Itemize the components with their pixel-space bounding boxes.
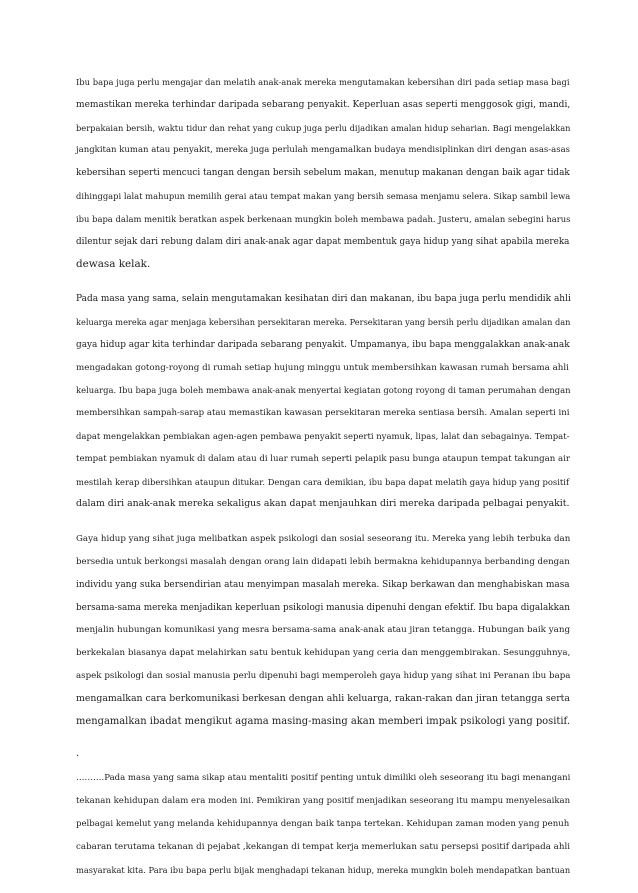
text-line: Pada masa yang sama, selain mengutamakan kesihatan diri dan makanan, ibu bapa juga perlu mendidik ahli (76, 294, 571, 305)
text-line: ibu bapa dalam menitik beratkan aspek berkenaan mungkin boleh membawa padah. Justeru, amalan sebegini harus (76, 213, 571, 224)
text-line: ……….Pada masa yang sama sikap atau mentaliti positif penting untuk dimiliki oleh seseorang itu bagi menangani (76, 773, 571, 784)
text-line: mengamalkan cara berkomunikasi berkesan dengan ahli keluarga, rakan-rakan dan jiran tetangga serta (76, 692, 570, 704)
text-line: mengamalkan ibadat mengikut agama masing-masing akan memberi impak psikologi yang positif. (76, 715, 570, 727)
text-line: kebersihan seperti mencuci tangan dengan bersih sebelum makan, menutup makanan dengan baik agar tidak (76, 168, 570, 179)
paragraph (76, 528, 570, 733)
paragraph (76, 288, 570, 516)
text-line: dalam diri anak-anak mereka sekaligus akan dapat menjauhkan diri mereka daripada pelbagai penyakit. (76, 498, 570, 510)
text-line: . (76, 747, 80, 760)
paragraph (76, 71, 570, 276)
text-line: keluarga. Ibu bapa juga boleh membawa anak-anak menyertai kegiatan gotong royong di taman perumahan dengan (76, 385, 571, 396)
text-line: tempat pembiakan nyamuk di dalam atau di luar rumah seperti pelapik pasu bunga ataupun tempat takungan air (76, 453, 570, 464)
text-line: cabaran terutama tekanan di pejabat ,kekangan di tempat kerja memerlukan satu persepsi positif daripada ahli (76, 841, 571, 852)
text-line: individu yang suka bersendirian atau menyimpan masalah mereka. Sikap berkawan dan menghabiskan masa (76, 579, 570, 590)
paragraph (76, 745, 570, 761)
text-line: Ibu bapa juga perlu mengajar dan melatih anak-anak mereka mengutamakan kebersihan diri pada setiap masa bagi (76, 77, 570, 87)
text-line: tekanan kehidupan dalam era moden ini. Pemikiran yang positif menjadikan seseorang itu mampu menyelesaikan (76, 796, 571, 807)
text-line: mestilah kerap dibersihkan ataupun ditukar. Dengan cara demikian, ibu bapa dapat melatih gaya hidup yang positif (76, 476, 570, 487)
text-line: keluarga mereka agar menjaga kebersihan persekitaran mereka. Persekitaran yang bersih perlu dijadikan amalan dan (76, 316, 571, 327)
text-line: bersama-sama mereka menjadikan keperluan psikologi manusia dipenuhi dengan efektif. Ibu bapa digalakkan (76, 602, 570, 613)
document-body (76, 71, 570, 893)
text-line: dihinggapi lalat mahupun memilih gerai atau tempat makan yang bersih semasa menjamu selera. Sikap sambil lewa (76, 190, 571, 201)
text-line: mengadakan gotong-royong di rumah setiap hujung minggu untuk membersihkan kawasan rumah bersama ahli (76, 362, 569, 373)
text-line: aspek psikologi dan sosial manusia perlu dipenuhi bagi memperoleh gaya hidup yang sihat ini Peranan ibu bapa (76, 670, 571, 681)
text-line: berkekalan biasanya dapat melahirkan satu bentuk kehidupan yang ceria dan menggembirakan. Sesungguhnya, (76, 648, 571, 659)
text-line: dewasa kelak. (76, 258, 151, 271)
text-line: Gaya hidup yang sihat juga melibatkan aspek psikologi dan sosial seseorang itu. Mereka yang lebih terbuka dan (76, 534, 571, 545)
text-line: memastikan mereka terhindar daripada sebarang penyakit. Keperluan asas seperti menggosok gigi, mandi, (76, 99, 571, 110)
text-line: jangkitan kuman atau penyakit, mereka juga perlulah mengamalkan budaya mendisiplinkan diri dengan asas-asas (76, 145, 571, 156)
text-line: gaya hidup agar kita terhindar daripada sebarang penyakit. Umpamanya, ibu bapa menggalakkan anak-anak (76, 339, 570, 350)
text-line: menjalin hubungan komunikasi yang mesra bersama-sama anak-anak atau jiran tetangga. Hubungan baik yang (76, 625, 571, 636)
text-line: membersihkan sampah-sarap atau memastikan kawasan persekitaran mereka sentiasa bersih. Amalan seperti ini (76, 408, 570, 419)
text-line: berpakaian bersih, waktu tidur dan rehat yang cukup juga perlu dijadikan amalan hidup seharian. Bagi mengelakkan (76, 122, 571, 133)
text-line: masyarakat kita. Para ibu bapa perlu bijak menghadapi tekanan hidup, mereka mungkin boleh mendapatkan bantuan (76, 864, 571, 875)
text-line: bersedia untuk berkongsi masalah dengan orang lain didapati lebih bermakna kehidupannya berbanding dengan (76, 556, 570, 567)
text-line: dilentur sejak dari rebung dalam diri anak-anak agar dapat membentuk gaya hidup yang sihat apabila mereka (76, 236, 570, 247)
paragraph (76, 767, 570, 881)
text-line: pelbagai kemelut yang melanda kehidupannya dengan baik tanpa tertekan. Kehidupan zaman moden yang penuh (76, 818, 570, 829)
text-line: dapat mengelakkan pembiakan agen-agen pembawa penyakit seperti nyamuk, lipas, lalat dan sebagainya. Tempat- (76, 430, 570, 441)
